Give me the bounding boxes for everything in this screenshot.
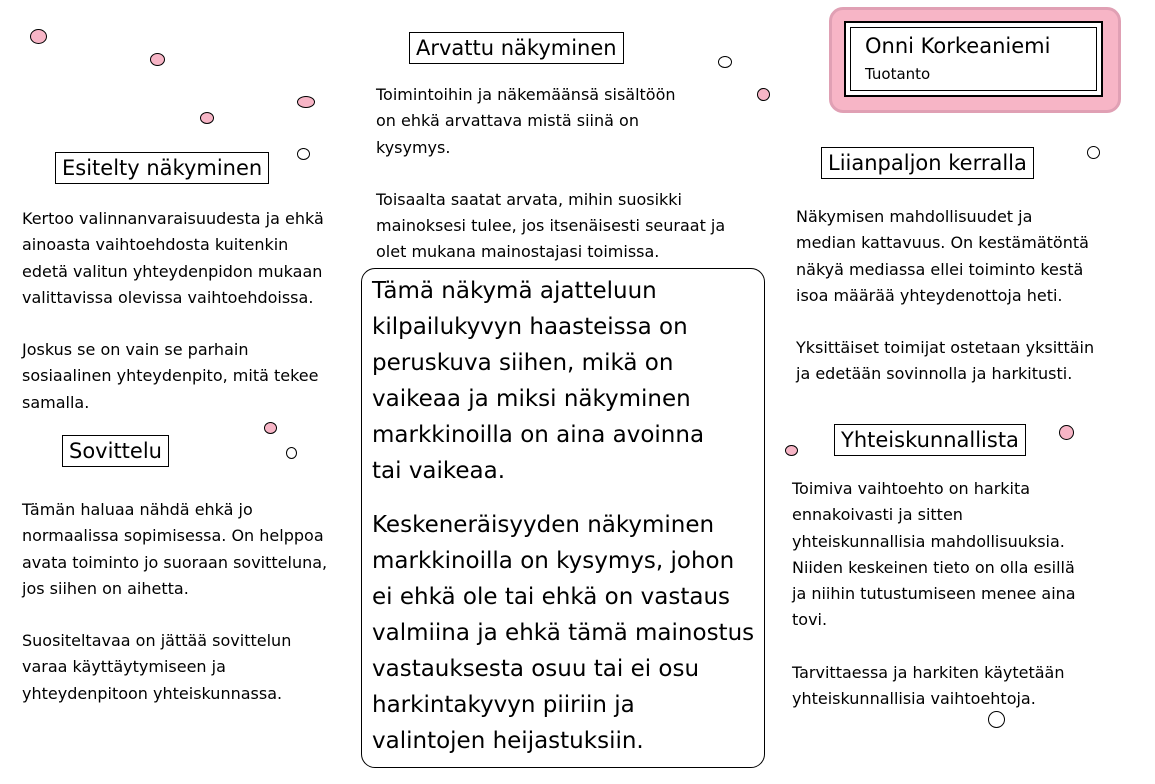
person-role: Tuotanto [865, 65, 931, 83]
section-title-sovittelu: Sovittelu [62, 435, 169, 467]
center-summary-box [361, 268, 765, 768]
decor-dot [264, 422, 277, 434]
decor-dot [757, 88, 770, 101]
center-summary-text: Tämä näkymä ajatteluun kilpailukyvyn haasteissa on peruskuva siihen, mikä on vaikeaa ja miksi näkyminen markkinoilla on aina avoinna tai vaikeaa. Keskeneräisyyden näkyminen markkinoilla on kysymys, johon ei ehkä ole tai ehkä on vastaus valmiina ja ehkä tämä mainostus vastauksesta osuu tai ei osu harkintakyvyn piiriin ja valintojen heijastuksiin. [372, 278, 755, 754]
section-title-arvattu: Arvattu näkyminen [409, 32, 624, 64]
name-card-frame [844, 21, 1103, 97]
decor-dot [1059, 425, 1074, 440]
name-card [829, 7, 1121, 113]
decor-dot [150, 53, 165, 66]
decor-dot [1087, 146, 1100, 159]
decor-dot [988, 711, 1005, 728]
decor-dot [785, 445, 798, 456]
section-text-esitelty: Kertoo valinnanvaraisuudesta ja ehkä ainoasta vaihtoehdosta kuitenkin edetä valitun yhteydenpidon mukaan valittavissa olevissa vaihtoehdoissa. Joskus se on vain se parhain sosiaalinen yhteydenpito, mitä tekee samalla. [22, 209, 324, 412]
decor-dot [297, 96, 315, 108]
section-title-liianpaljon: Liianpaljon kerralla [821, 147, 1034, 179]
person-name: Onni Korkeaniemi [865, 34, 1051, 58]
section-title-yhteiskunnallista: Yhteiskunnallista [834, 424, 1026, 456]
section-text-sovittelu: Tämän haluaa nähdä ehkä jo normaalissa sopimisessa. On helppoa avata toiminto jo suoraan sovitteluna, jos siihen on aihetta. Suositeltavaa on jättää sovittelun varaa käyttäytymiseen ja yhteydenpitoon yhteiskunnassa. [22, 500, 328, 703]
decor-dot [718, 56, 732, 68]
decor-dot [30, 29, 47, 44]
section-text-yhteiskunnallista: Toimiva vaihtoehto on harkita ennakoivasti ja sitten yhteiskunnallisia mahdollisuuksia. Niiden keskeinen tieto on olla esillä ja niihin tutustumiseen menee aina tovi. Tarvittaessa ja harkiten käytetään yhteiskunnallisia vaihtoehtoja. [792, 479, 1076, 709]
section-title-esitelty: Esitelty näkyminen [55, 152, 269, 184]
decor-dot [297, 148, 310, 160]
section-text-liianpaljon: Näkymisen mahdollisuudet ja median kattavuus. On kestämätöntä näkyä mediassa ellei toiminto kestä isoa määrää yhteydenottoja heti. Yksittäiset toimijat ostetaan yksittäin ja edetään sovinnolla ja harkitusti. [796, 207, 1095, 384]
decor-dot [200, 112, 214, 124]
decor-dot [286, 447, 297, 459]
section-text-arvattu: Toimintoihin ja näkemäänsä sisältöön on ehkä arvattava mistä siinä on kysymys. Toisaalta saatat arvata, mihin suosikki mainoksesi tulee, jos itsenäisesti seuraat ja olet mukana mainostajasi toimissa. [376, 85, 726, 262]
